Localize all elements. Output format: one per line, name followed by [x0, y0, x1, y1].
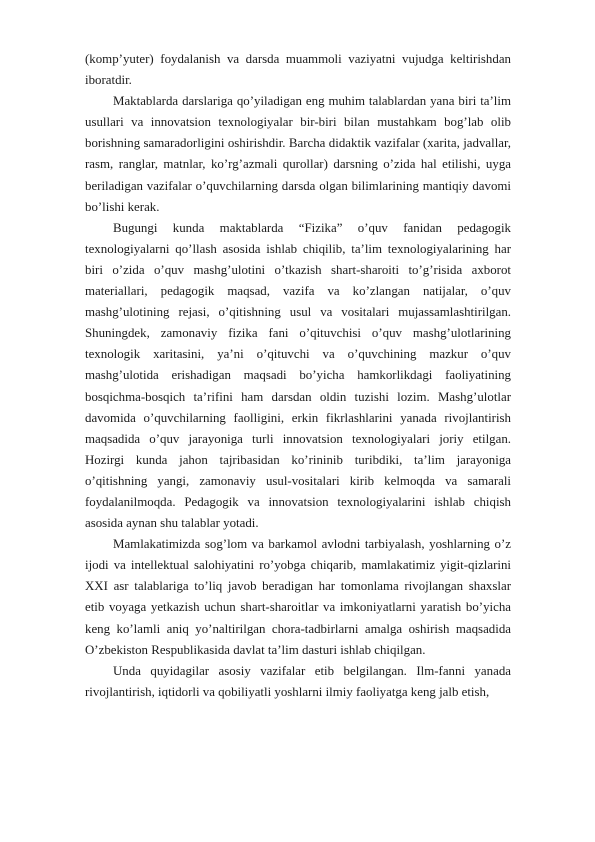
document-page [85, 49, 511, 703]
paragraph-physics-technologies: Bugungi kunda maktablarda “Fizika” o’quv fanidan pedagogik texnologiyalarni qo’llash asosida ishlab chiqilib, ta’lim texnologiyalarining har biri o’zida o’quv mashg’ulotini o’tkazish shart-sharoiti to’g’risida axborot materiallari, pedagogik maqsad, vazifa va ko’zlangan natijalar, o’quv mashg’ulotining rejasi, o’qitishning usul va vositalari mujassamlashtirilgan. Shuningdek, zamonaviy fizika fani o’qituvchisi o’quv mashg’ulotlarining texnologik xaritasini, ya’ni o’qituvchi va o’quvchining mazkur o’quv mashg’ulotida erishadigan maqsadi bo’yicha hamkorlikdagi faoliyatining bosqichma-bosqich ta’rifini ham darsdan oldin tuzishi lozim. Mashg’ulotlar davomida o’quvchilarning faolligini, erkin fikrlashlarini yanada rivojlantirish maqsadida o’quv jarayoniga turli innovatsion texnologiyalari joriy etilgan. Hozirgi kunda jahon tajribasidan ko’rininib turibdiki, ta’lim jarayoniga o’qitishning yangi, zamonaviy usul-vositalari kirib kelmoqda va samarali foydalanilmoqda. Pedagogik va innovatsion texnologiyalarini ishlab chiqish asosida aynan shu talablar yotadi. [85, 220, 511, 531]
paragraph-main-tasks: Unda quyidagilar asosiy vazifalar etib belgilangan. Ilm-fanni yanada rivojlantirish, iqtidorli va qobiliyatli yoshlarni ilmiy faoliyatga keng jalb etish, [85, 663, 511, 699]
paragraph-education-program: Mamlakatimizda sog’lom va barkamol avlodni tarbiyalash, yoshlarning o’z ijodi va intellektual salohiyatini ro’yobga chiqarib, mamlakatimiz yigit-qizlarini XXI asr talablariga to’liq javob beradigan har tomonlama rivojlangan shaxslar etib voyaga yetkazish uchun shart-sharoitlar va imkoniyatlarni yaratish bo’yicha keng ko’lamli aniq yo’naltirilgan chora-tadbirlarni amalga oshirish maqsadida O’zbekiston Respublikasida davlat ta’lim dasturi ishlab chiqilgan. [85, 537, 511, 657]
paragraph-continuation: (komp’yuter) foydalanish va darsda muammoli vaziyatni vujudga keltirishdan iboratdir. [85, 52, 511, 88]
paragraph-lesson-requirements: Maktablarda darslariga qo’yiladigan eng muhim talablardan yana biri ta’lim usullari va innovatsion texnologiyalar bir-biri bilan mustahkam bog’lab olib borishning samaradorligini oshirishdir. Barcha didaktik vazifalar (xarita, jadvallar, rasm, ranglar, matnlar, ko’rg’azmali qurollar) darsning o’zida hal etilishi, uyga beriladigan vazifalar o’quvchilarning darsda olgan bilimlarining mantiqiy davomi bo’lishi kerak. [85, 94, 511, 214]
